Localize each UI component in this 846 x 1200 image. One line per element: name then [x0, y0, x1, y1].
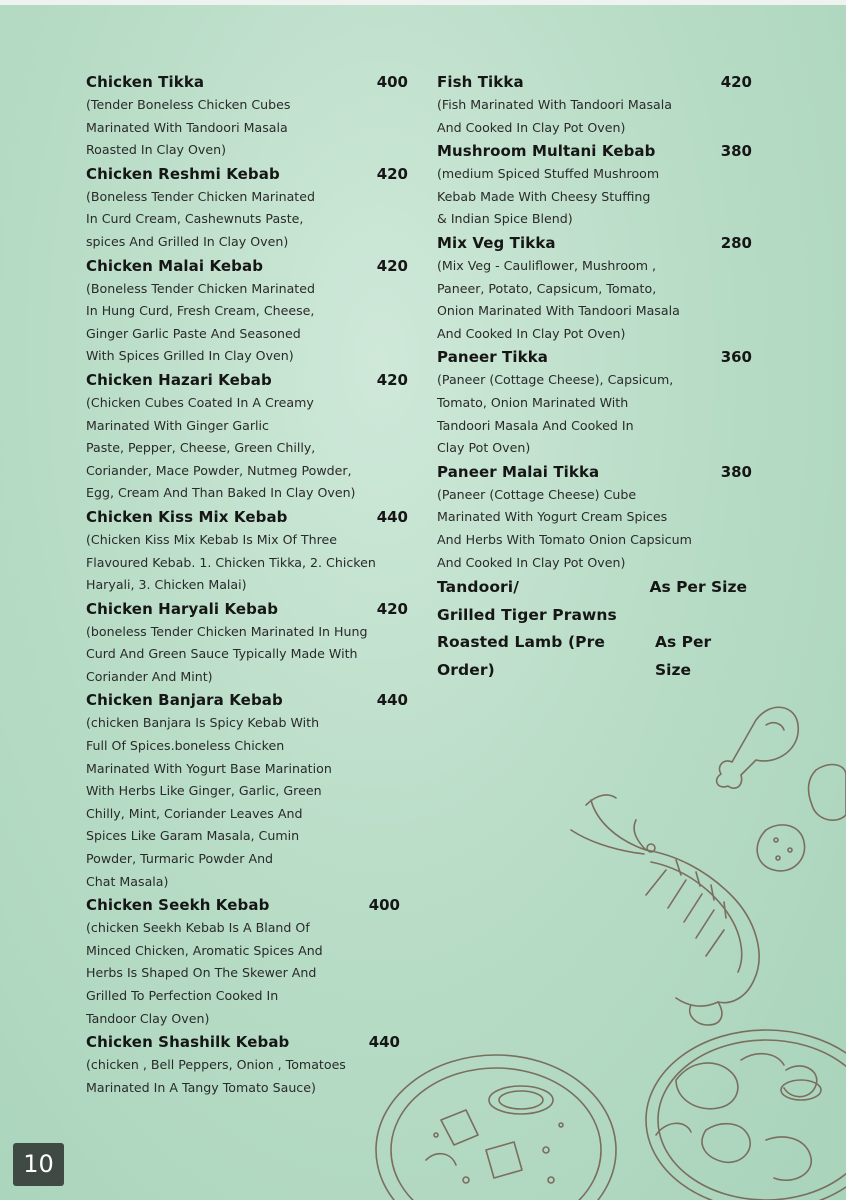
- item-price: 420: [720, 73, 752, 91]
- special-item: [437, 629, 747, 684]
- item-description: (chicken Banjara Is Spicy Kebab With Full Of Spices.boneless Chicken Marinated With Yogurt Base Marination With Herbs Like Ginger, Garlic, Green Chilly, Mint, Coriander Leaves And Spices Like Garam Masala, Cumin Powder, Turmaric Powder And Chat Masala): [86, 715, 332, 889]
- special-item: [437, 574, 747, 602]
- item-name: Paneer Tikka: [437, 348, 549, 367]
- food-illustration: [346, 680, 846, 1200]
- menu-item: [86, 597, 408, 689]
- item-description: (boneless Tender Chicken Marinated In Hung Curd And Green Sauce Typically Made With Coriander And Mint): [86, 623, 368, 684]
- curry-bowl-icon: [376, 1055, 616, 1200]
- item-price: As Per Size: [649, 578, 747, 597]
- item-price: 420: [376, 599, 408, 618]
- item-name: Chicken Malai Kebab: [86, 256, 264, 275]
- item-description: (chicken Seekh Kebab Is A Bland Of Minced Chicken, Aromatic Spices And Herbs Is Shaped On The Skewer And Grilled To Perfection Cooked In Tandoor Clay Oven): [86, 920, 323, 1026]
- item-price: 380: [720, 462, 752, 481]
- item-name: Chicken Haryali Kebab: [86, 599, 279, 618]
- item-name: Chicken Tikka: [86, 73, 205, 91]
- item-description: (Chicken Cubes Coated In A Creamy Marinated With Ginger Garlic Paste, Pepper, Cheese, Green Chilly, Coriander, Mace Powder, Nutmeg Powder, Egg, Cream And Than Baked In Clay Oven): [86, 394, 356, 501]
- item-description: (chicken , Bell Peppers, Onion , Tomatoes Marinated In A Tangy Tomato Sauce): [86, 1057, 346, 1095]
- item-price: 420: [376, 370, 408, 389]
- menu-item: [437, 345, 752, 459]
- shrimp-icon: [571, 795, 759, 1025]
- item-description: (medium Spiced Stuffed Mushroom Kebab Made With Cheesy Stuffing & Indian Spice Blend): [437, 166, 660, 227]
- menu-item: [437, 70, 752, 139]
- menu-column-right: [437, 70, 752, 684]
- item-price: 380: [720, 142, 752, 161]
- page-number-badge: 10: [13, 1143, 64, 1186]
- item-price: 440: [376, 507, 408, 526]
- item-description: (Paneer (Cottage Cheese) Cube Marinated With Yogurt Cream Spices And Herbs With Tomato Onion Capsicum And Cooked In Clay Pot Oven): [437, 486, 692, 570]
- special-item: [437, 602, 747, 630]
- meatball-icon: [757, 765, 846, 871]
- item-description: (Boneless Tender Chicken Marinated In Hung Curd, Fresh Cream, Cheese, Ginger Garlic Paste And Seasoned With Spices Grilled In Clay Oven): [86, 280, 315, 364]
- menu-item: [437, 231, 752, 345]
- item-description: (Tender Boneless Chicken Cubes Marinated With Tandoori Masala Roasted In Clay Oven): [86, 97, 291, 158]
- menu-item: [86, 368, 408, 505]
- item-price: 440: [376, 691, 408, 710]
- item-price: 440: [368, 1033, 400, 1052]
- item-name: Tandoori/: [437, 578, 519, 597]
- top-edge: [0, 0, 846, 5]
- item-name: Chicken Reshmi Kebab: [86, 164, 280, 183]
- item-description: (Boneless Tender Chicken Marinated In Curd Cream, Cashewnuts Paste, spices And Grilled In Clay Oven): [86, 188, 315, 249]
- item-description: (Paneer (Cottage Cheese), Capsicum, Tomato, Onion Marinated With Tandoori Masala And Cooked In Clay Pot Oven): [437, 372, 674, 456]
- item-description: (Mix Veg - Cauliflower, Mushroom , Paneer, Potato, Capsicum, Tomato, Onion Marinated With Tandoori Masala And Cooked In Clay Pot Oven): [437, 257, 680, 341]
- item-price: 360: [720, 348, 752, 367]
- item-name: Paneer Malai Tikka: [437, 462, 600, 481]
- item-name: Chicken Shashilk Kebab: [86, 1033, 290, 1052]
- item-name: Chicken Banjara Kebab: [86, 691, 283, 710]
- item-name: Mix Veg Tikka: [437, 233, 556, 252]
- item-price: 420: [376, 164, 408, 183]
- menu-item: [437, 460, 752, 574]
- item-name: Mushroom Multani Kebab: [437, 142, 656, 161]
- item-price: 400: [376, 73, 408, 91]
- item-price: 280: [720, 233, 752, 252]
- item-name: Chicken Hazari Kebab: [86, 370, 272, 389]
- item-name: Chicken Kiss Mix Kebab: [86, 507, 288, 526]
- item-price: 420: [376, 256, 408, 275]
- menu-item: [437, 139, 752, 231]
- item-name: Fish Tikka: [437, 73, 524, 91]
- drumstick-icon: [717, 707, 799, 788]
- item-name: Chicken Seekh Kebab: [86, 896, 270, 915]
- tandoori-plate-icon: [646, 1030, 846, 1200]
- item-description: (Fish Marinated With Tandoori Masala And Cooked In Clay Pot Oven): [437, 97, 672, 135]
- item-price: As Per Size: [655, 633, 712, 679]
- item-description: (Chicken Kiss Mix Kebab Is Mix Of Three Flavoured Kebab. 1. Chicken Tikka, 2. Chicken Haryali, 3. Chicken Malai): [86, 531, 376, 593]
- item-name: Roasted Lamb (Pre Order): [437, 633, 605, 679]
- menu-item: [86, 162, 408, 254]
- menu-item: [86, 505, 408, 597]
- item-name: Grilled Tiger Prawns: [437, 605, 617, 624]
- menu-item: [86, 70, 408, 162]
- menu-item: [86, 254, 408, 368]
- item-price: 400: [368, 896, 400, 915]
